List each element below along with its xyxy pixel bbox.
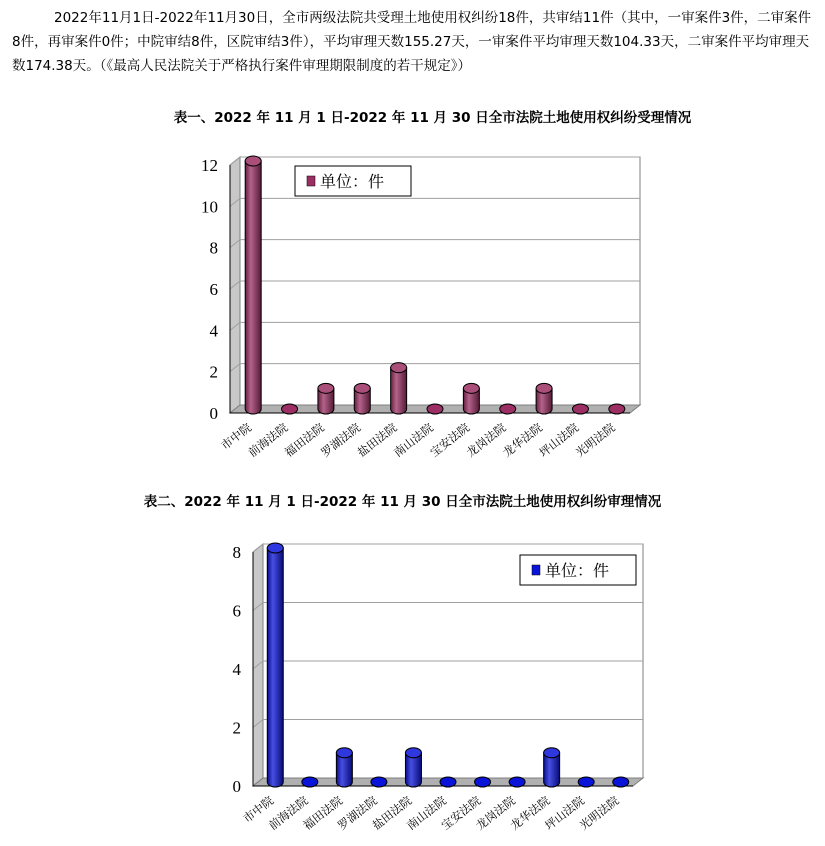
bar [267, 543, 283, 787]
x-tick-label: 宝安法院 [427, 420, 473, 460]
bar [578, 777, 594, 787]
x-tick-label: 南山法院 [390, 420, 436, 460]
x-tick-label: 光明法院 [572, 420, 618, 460]
y-tick-label: 8 [209, 238, 218, 258]
bar [536, 383, 552, 414]
bar [572, 404, 588, 414]
bar [509, 777, 525, 787]
y-tick-label: 10 [201, 197, 218, 217]
chart2-concluded-cases [0, 530, 825, 846]
y-tick-label: 4 [232, 660, 241, 679]
bar [354, 383, 370, 414]
x-tick-label: 罗湖法院 [334, 793, 380, 833]
y-tick-label: 0 [232, 777, 241, 796]
y-tick-label: 6 [209, 280, 218, 299]
bar [500, 404, 516, 414]
y-tick-label: 0 [209, 404, 218, 423]
legend-label: 单位：件 [545, 561, 610, 580]
x-tick-label: 龙岗法院 [473, 793, 518, 833]
legend-swatch [532, 565, 540, 575]
bar [336, 748, 352, 787]
x-tick-label: 龙华法院 [500, 420, 545, 460]
chart1-accepted-cases [0, 140, 825, 480]
x-tick-label: 南山法院 [403, 793, 449, 833]
y-tick-label: 2 [232, 718, 241, 738]
bar [282, 404, 298, 414]
x-tick-label: 罗湖法院 [318, 420, 364, 460]
legend-swatch [307, 176, 315, 186]
chart2-caption: 表二、2022 年 11 月 1 日-2022 年 11 月 30 日全市法院土地使用权纠纷审理情况 [143, 494, 662, 510]
x-tick-label: 光明法院 [576, 793, 622, 833]
y-tick-label: 2 [209, 362, 218, 382]
y-tick-label: 8 [232, 543, 241, 562]
x-tick-label: 市中院 [240, 793, 277, 826]
bar [371, 777, 387, 787]
bar [427, 404, 443, 414]
legend-label: 单位：件 [320, 172, 385, 191]
bar [440, 777, 456, 787]
x-tick-label: 坪山法院 [536, 420, 582, 460]
bar [245, 156, 261, 414]
bar [609, 404, 625, 414]
x-tick-label: 盐田法院 [354, 420, 400, 460]
legend [295, 166, 411, 196]
bar [318, 383, 334, 414]
x-tick-label: 福田法院 [300, 793, 346, 833]
intro-paragraph: 2022年11月1日-2022年11月30日，全市两级法院共受理土地使用权纠纷18件，共审结11件（其中，一审案件3件，二审案件8件，再审案件0件；中院审结8件，区院审结3件），平均审理天数155.27天，一审案件平均审理天数104.33天，二审案件平均审理天数174.38天。（《最高人民法院关于严格执行案件审理期限制度的若干规定》） [12, 10, 812, 74]
bar [544, 748, 560, 787]
y-tick-label: 6 [232, 601, 241, 621]
x-tick-label: 前海法院 [245, 420, 291, 460]
bar [405, 748, 421, 787]
y-tick-label: 12 [201, 156, 218, 175]
x-tick-label: 前海法院 [265, 793, 311, 833]
bar [391, 363, 407, 414]
bar [613, 777, 629, 787]
x-tick-label: 市中院 [218, 420, 255, 453]
bar [475, 777, 491, 787]
x-tick-label: 宝安法院 [438, 793, 484, 833]
x-tick-label: 盐田法院 [369, 793, 415, 833]
y-tick-label: 4 [209, 321, 218, 341]
chart1-caption: 表一、2022 年 11 月 1 日-2022 年 11 月 30 日全市法院土地使用权纠纷受理情况 [173, 110, 692, 126]
x-tick-label: 坪山法院 [542, 793, 588, 833]
x-tick-label: 福田法院 [281, 420, 327, 460]
legend [520, 555, 636, 585]
bar [302, 777, 318, 787]
x-tick-label: 龙华法院 [507, 793, 553, 833]
bar [463, 383, 479, 414]
x-tick-label: 龙岗法院 [463, 420, 509, 460]
